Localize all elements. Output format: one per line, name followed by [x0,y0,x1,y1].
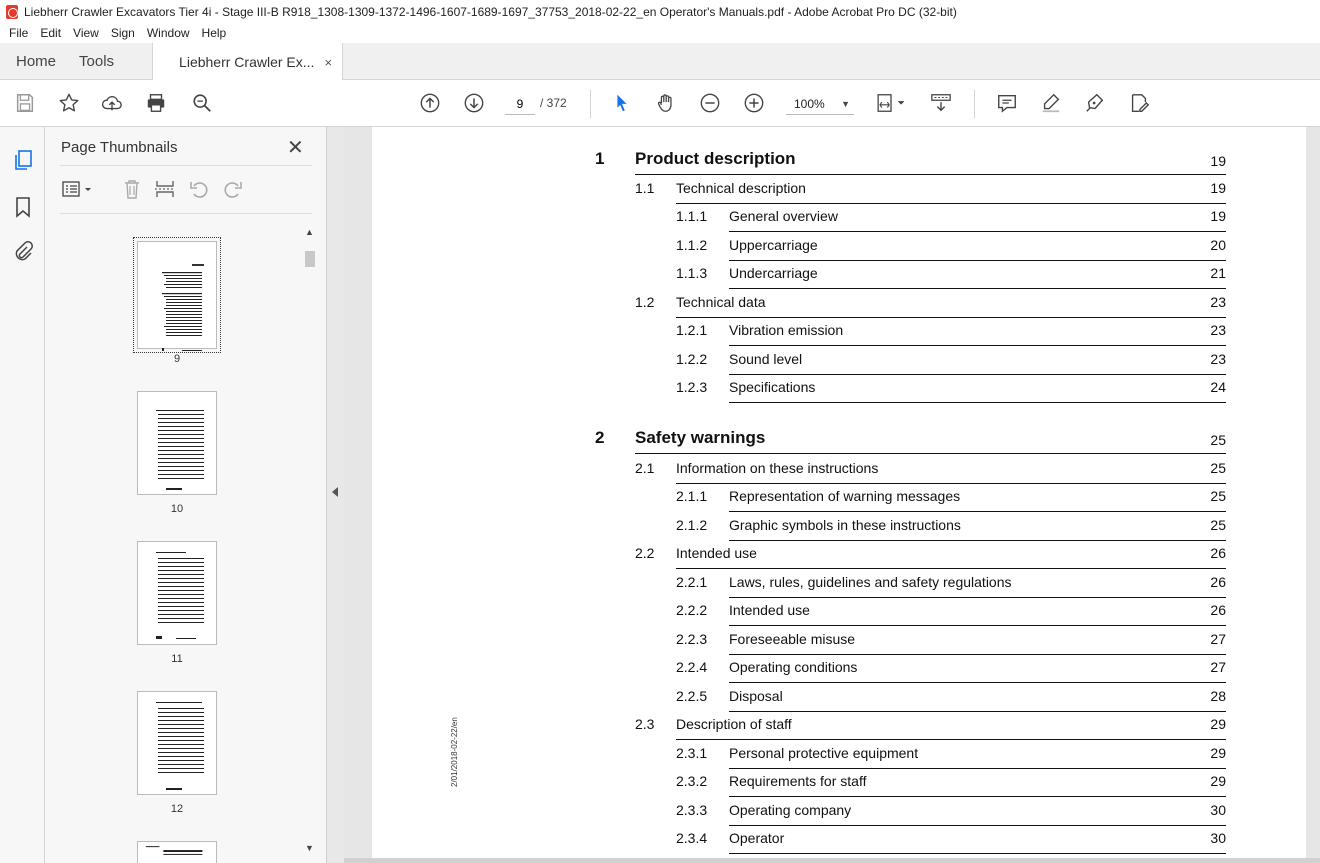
toc-page-number: 23 [1210,322,1226,338]
toc-number: 1.1 [635,180,655,196]
toc-number: 1 [595,149,605,168]
toc-rule [729,402,1226,403]
toc-page-number: 29 [1210,716,1226,732]
toc-rule [729,711,1226,712]
hand-tool-icon[interactable] [654,91,678,115]
toc-rule [676,483,1226,484]
toc-page-number: 25 [1210,432,1226,448]
toc-rule [729,345,1226,346]
left-rail [0,127,45,863]
toc-page-number: 28 [1210,688,1226,704]
page-bottom-edge [344,858,1320,863]
toc-page-number: 26 [1210,602,1226,618]
toc-section[interactable] [372,460,1306,486]
toc-page-number: 26 [1210,545,1226,561]
thumbnail-page-10[interactable] [137,391,217,495]
toc-number: 2.2.2 [676,602,708,618]
pdf-page [372,127,1306,863]
toc-subsection[interactable] [372,773,1306,799]
toc-title: Technical description [676,180,806,196]
toc-title: Laws, rules, guidelines and safety regulations [729,574,1012,590]
toc-subsection[interactable] [372,237,1306,263]
thumbnails-panel [45,127,327,863]
tab-document[interactable] [152,43,343,81]
tab-home[interactable]: Home [16,52,57,70]
thumbnail-page-11[interactable] [137,541,217,645]
star-icon[interactable] [57,91,81,115]
toc-subsection[interactable] [372,351,1306,377]
toc-page-number: 24 [1210,379,1226,395]
menu-bar [0,23,1320,43]
toc-title: Undercarriage [729,265,818,281]
toc-page-number: 20 [1210,237,1226,253]
toc-page-number: 26 [1210,574,1226,590]
print-icon[interactable] [144,91,168,115]
toolbar-separator [590,90,591,118]
toc-number: 2.3.3 [676,802,708,818]
toc-subsection[interactable] [372,574,1306,600]
thumbnail-content [138,842,216,862]
window-title: Liebherr Crawler Excavators Tier 4i - Stage III-B R918_1308-1309-1372-1496-1607-1689-1697_37753_2018-02-22_en Operator's Manuals.pdf - Adobe Acrobat Pro DC (32-bit) [24,4,957,19]
toc-title: Personal protective equipment [729,745,919,761]
toc-number: 2.3.1 [676,745,708,761]
bookmark-icon[interactable] [11,195,35,219]
thumbnail-label: 9 [173,353,181,365]
toc-number: 2.3 [635,716,655,732]
zoom-out-icon[interactable] [698,91,722,115]
scroll-up-icon[interactable]: ▲ [305,227,314,237]
toc-rule [635,453,1226,454]
toc-section[interactable] [372,716,1306,742]
toc-rule [729,540,1226,541]
toc-rule [676,203,1226,204]
toc-number: 2.1.2 [676,517,708,533]
toc-title: Foreseeable misuse [729,631,856,647]
toc-page-number: 27 [1210,659,1226,675]
toc-rule [729,768,1226,769]
toc-title: Uppercarriage [729,237,818,253]
toc-rule [729,625,1226,626]
menu-edit[interactable]: Edit [40,26,62,40]
search-icon[interactable] [190,91,214,115]
page-total: / 372 [540,96,567,110]
toc-number: 2 [595,428,605,447]
toc-title: Graphic symbols in these instructions [729,517,961,533]
toc-page-number: 27 [1210,631,1226,647]
toc-page-number: 19 [1210,180,1226,196]
thumbnail-content [162,264,210,354]
options-menu-icon[interactable] [61,178,95,200]
toc-subsection[interactable] [372,322,1306,348]
toc-rule [729,260,1226,261]
toc-number: 1.2.3 [676,379,708,395]
toc-page-number: 19 [1210,208,1226,224]
thumbnail-list [60,221,310,863]
acrobat-icon [6,5,18,19]
toc-subsection[interactable] [372,602,1306,628]
toc-page-number: 21 [1210,265,1226,281]
zoom-select[interactable] [786,93,854,115]
scroll-mode-icon[interactable] [929,91,953,115]
toc-title: Specifications [729,379,816,395]
menu-sign[interactable]: Sign [110,26,135,40]
toc-rule [729,231,1226,232]
toc-subsection[interactable] [372,830,1306,856]
toc-rule [729,825,1226,826]
toc-title: Intended use [676,545,757,561]
toc-section[interactable] [372,294,1306,320]
toc-page-number: 25 [1210,460,1226,476]
toc-title: Intended use [729,602,810,618]
toc-number: 2.1.1 [676,488,708,504]
close-panel-icon[interactable]: ✕ [287,137,304,159]
toc-subsection[interactable] [372,802,1306,828]
toc-title: Description of staff [676,716,792,732]
toc-title: Representation of warning messages [729,488,961,504]
toc-subsection[interactable] [372,265,1306,291]
toc-number: 2.3.2 [676,773,708,789]
panel-title: Page Thumbnails [61,139,178,156]
toc-rule [729,853,1226,854]
toc-number: 1.2 [635,294,655,310]
toc-title: Technical data [676,294,766,310]
select-cursor-icon[interactable] [610,91,634,115]
toc-rule [676,317,1226,318]
toc-page-number: 19 [1210,153,1226,169]
save-icon[interactable] [13,91,37,115]
thumbnail-content [156,400,204,490]
toc-number: 1.2.2 [676,351,708,367]
thumbnail-scrollbar[interactable] [303,221,317,857]
delete-page-icon[interactable] [121,178,143,200]
toc-rule [729,654,1226,655]
toc-page-number: 25 [1210,517,1226,533]
toc-rule [729,511,1226,512]
toolbar-separator [974,90,975,118]
thumbnail-label: 10 [170,503,184,515]
toc-section[interactable] [372,180,1306,206]
edit-document-icon[interactable] [1127,91,1151,115]
toc-rule [676,568,1226,569]
toc-section[interactable] [372,545,1306,571]
toc-number: 2.2.4 [676,659,708,675]
document-view[interactable] [344,127,1320,863]
toc-title: Disposal [729,688,783,704]
toc-title: Vibration emission [729,322,844,338]
page-fit-icon[interactable] [874,91,908,115]
toc-subsection[interactable] [372,688,1306,714]
toc-number: 2.2.3 [676,631,708,647]
toc-page-number: 23 [1210,294,1226,310]
scrollbar-thumb[interactable] [305,251,315,267]
toc-page-number: 29 [1210,745,1226,761]
toc-title: Operating conditions [729,659,858,675]
thumbnail-label: 11 [171,653,183,665]
highlight-icon[interactable] [1039,91,1063,115]
toc-number: 2.2.5 [676,688,708,704]
toc-title: Safety warnings [635,428,766,447]
toc-subsection[interactable] [372,517,1306,543]
toc-page-number: 23 [1210,351,1226,367]
scroll-down-icon[interactable]: ▼ [305,843,314,853]
toc-title: Operator [729,830,785,846]
toc-number: 2.3.4 [676,830,708,846]
page-side-stamp: 2/01/2018-02-22/en [450,717,459,787]
toc-number: 2.1 [635,460,655,476]
panel-collapse-handle[interactable] [327,127,344,863]
menu-window[interactable]: Window [146,26,190,40]
toc-number: 1.1.1 [676,208,708,224]
toc-number: 1.1.2 [676,237,708,253]
zoom-value: 100% [794,96,825,111]
toc-subsection[interactable] [372,488,1306,514]
toc-subsection[interactable] [372,379,1306,405]
title-bar [0,0,1320,23]
document-tab-label: Liebherr Crawler Ex... [179,54,315,70]
comment-icon[interactable] [995,91,1019,115]
page-thumbnails-icon[interactable] [11,148,35,172]
toc-title: Operating company [729,802,852,818]
thumbnail-page-12[interactable] [137,691,217,795]
rotate-right-icon[interactable] [222,178,244,200]
toc-title: General overview [729,208,838,224]
toc-page-number: 25 [1210,488,1226,504]
toc-number: 1.1.3 [676,265,708,281]
toc-title: Product description [635,149,796,168]
toc-subsection[interactable] [372,208,1306,234]
toc-title: Requirements for staff [729,773,867,789]
toc-rule [729,796,1226,797]
toc-title: Sound level [729,351,803,367]
toc-rule [729,597,1226,598]
toc-chapter[interactable] [372,428,1306,454]
toc-chapter[interactable] [372,149,1306,175]
cloud-upload-icon[interactable] [100,91,124,115]
tab-bar [0,43,1320,80]
toc-subsection[interactable] [372,745,1306,771]
chevron-down-icon: ▼ [841,98,850,109]
toc-rule [729,288,1226,289]
toc-title: Information on these instructions [676,460,879,476]
menu-view[interactable]: View [73,26,99,40]
panel-divider [60,213,312,214]
toc-page-number: 30 [1210,802,1226,818]
attachment-icon[interactable] [11,240,35,264]
toc-page-number: 29 [1210,773,1226,789]
toc-number: 1.2.1 [676,322,708,338]
panel-divider [60,165,312,166]
rotate-left-icon[interactable] [188,178,210,200]
menu-file[interactable]: File [9,26,29,40]
close-tab-icon[interactable]: × [324,54,333,70]
toc-subsection[interactable] [372,631,1306,657]
toc-number: 2.2 [635,545,655,561]
collapse-arrow-icon [332,487,338,497]
tab-tools[interactable]: Tools [79,52,115,70]
next-page-icon[interactable] [462,91,486,115]
thumbnail-content [156,550,204,640]
toc-rule [635,174,1226,175]
toc-subsection[interactable] [372,659,1306,685]
toc-rule [676,739,1226,740]
toc-page-number: 30 [1210,830,1226,846]
thumbnail-page-9[interactable] [137,241,217,349]
thumbnail-content [156,700,204,790]
toc-number: 2.2.1 [676,574,708,590]
menu-help[interactable]: Help [201,26,227,40]
thumbnail-page-13[interactable] [137,841,217,863]
extract-page-icon[interactable] [154,178,176,200]
previous-page-icon[interactable] [418,91,442,115]
thumbnail-label: 12 [170,803,184,815]
toc-rule [729,682,1226,683]
main-toolbar [0,80,1320,127]
page-number-input[interactable] [505,93,535,115]
toc-rule [729,374,1226,375]
sign-pen-icon[interactable] [1083,91,1107,115]
zoom-in-icon[interactable] [742,91,766,115]
